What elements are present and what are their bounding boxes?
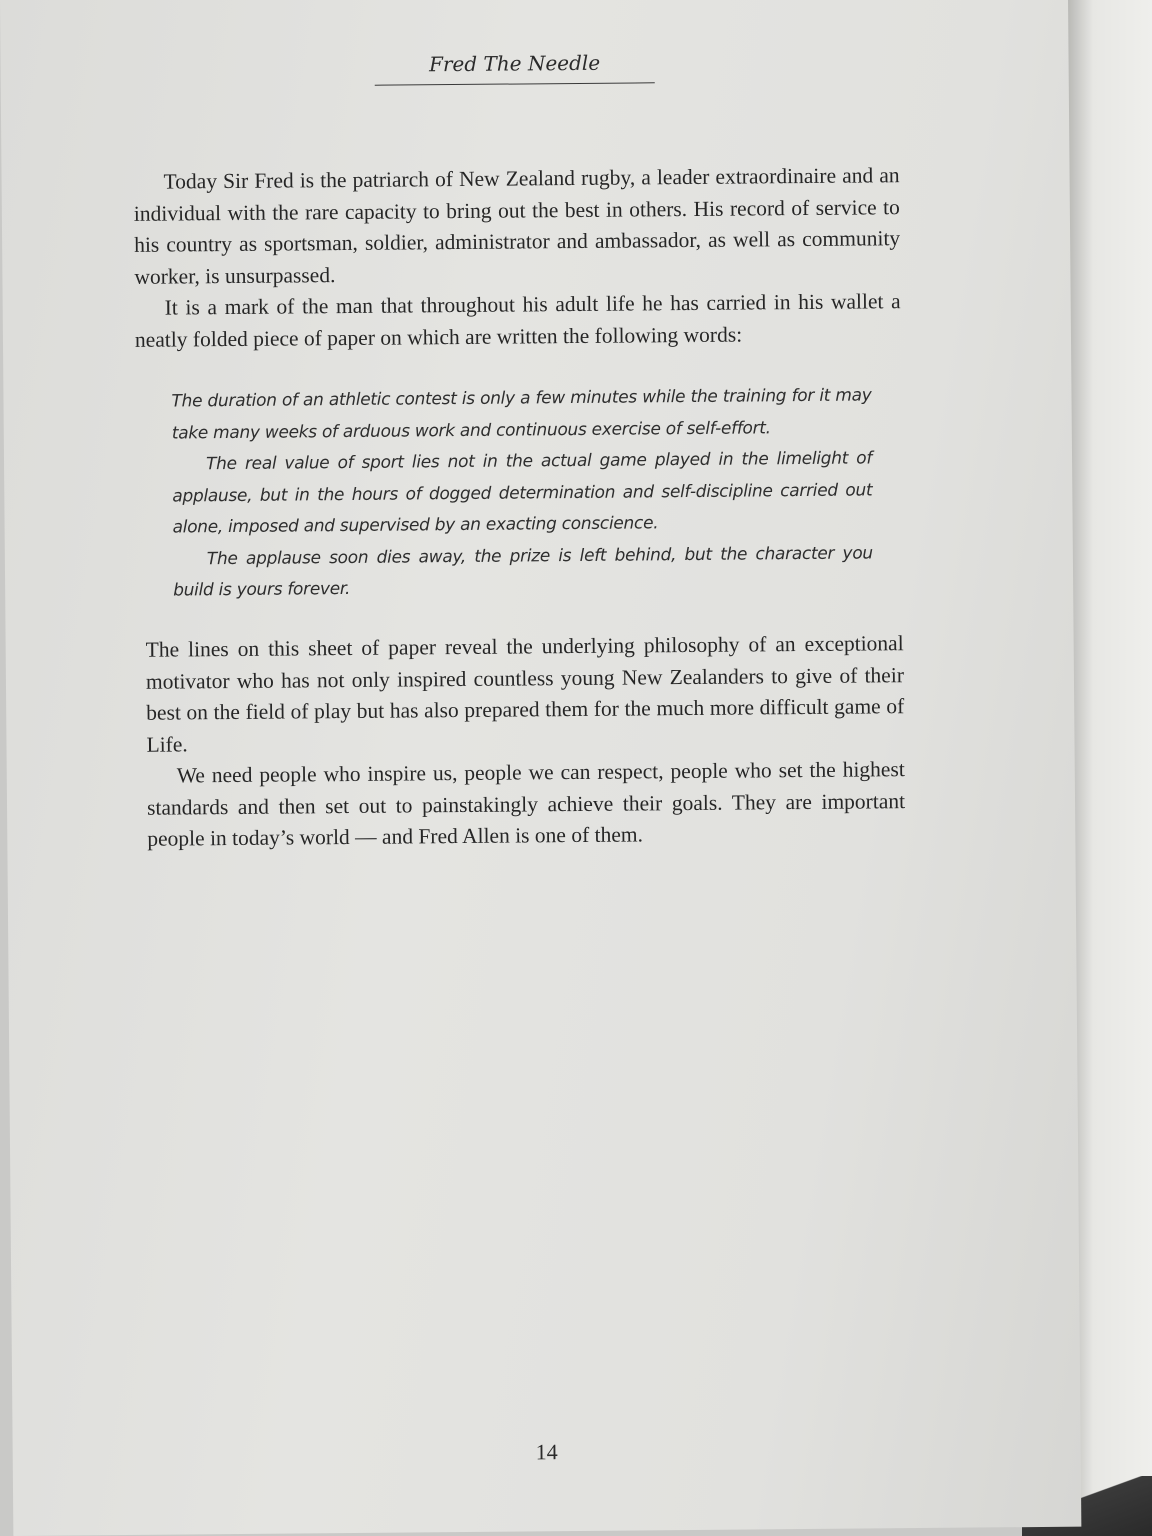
- quote-paragraph-2: The real value of sport lies not in the actual game played in the limelight of applause, but in the hours of dogged determination and self-discipline carried out alone, imposed and supervised by an exacting conscience.: [172, 448, 873, 538]
- intro-text: [133, 160, 901, 356]
- block-quote: [171, 380, 873, 607]
- page-number: 14: [535, 1439, 558, 1465]
- conclusion-paragraph-1: The lines on this sheet of paper reveal the underlying philosophy of an exceptional motivator who has not only inspired countless young New Zealanders to give of their best on the field of play but has also prepared them for the much more difficult game of Life.: [145, 631, 905, 757]
- intro-paragraph-2: It is a mark of the man that throughout his adult life he has carried in his wallet a neatly folded piece of paper on which are written the following words:: [134, 289, 901, 352]
- conclusion-paragraph-2: We need people who inspire us, people we can respect, people who set the highest standards and then set out to painstakingly achieve their goals. They are important people in today’s world — and Fred Allen is one of them.: [146, 757, 906, 851]
- quote-paragraph-1: The duration of an athletic contest is only a few minutes while the training for it may take many weeks of arduous work and continuous exercise of self-effort.: [171, 385, 872, 444]
- conclusion-text: [146, 628, 906, 855]
- running-head: Fred The Needle: [374, 50, 654, 85]
- intro-paragraph-1: Today Sir Fred is the patriarch of New Zealand rugby, a leader extraordinaire and an individual with the rare capacity to bring out the best in others. His record of service to his country as sportsman, soldier, administrator and ambassador, as well as community worker, is unsurpassed.: [133, 163, 901, 289]
- quote-paragraph-3: The applause soon dies away, the prize is left behind, but the character you build is yours forever.: [173, 542, 873, 601]
- next-page-edge: [1068, 0, 1152, 1536]
